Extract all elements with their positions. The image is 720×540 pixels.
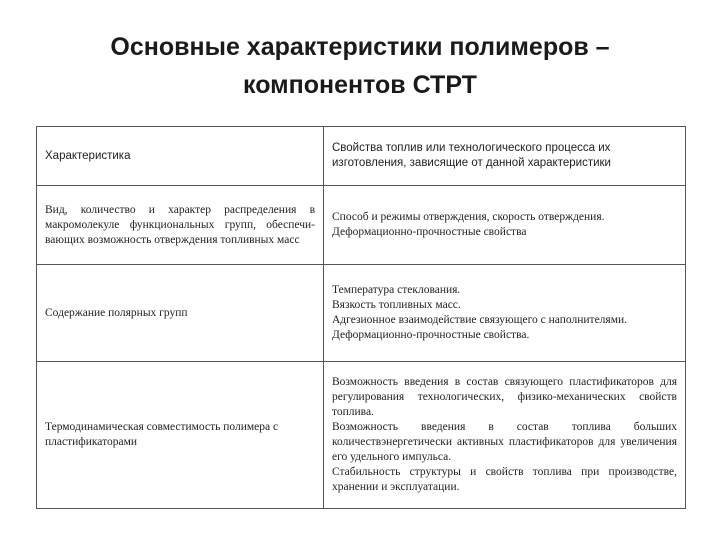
row-properties (324, 362, 686, 509)
property-item: Вязкость топливных масс. (332, 299, 461, 311)
properties-table (36, 126, 686, 509)
property-item: Способ и режимы отверждения, скорость отверждения. (332, 211, 605, 223)
property-item: Деформационно-прочностные свойства (332, 226, 527, 238)
row-characteristic: Вид, количество и характер распределения в макромолекуле функциональных групп, обеспечи-вающих возможность отверждения топливных масс (37, 186, 324, 265)
table-row (37, 265, 686, 362)
row-characteristic: Термодинамическая совместимость полимера с пластификаторами (37, 362, 324, 509)
slide-title (0, 28, 720, 104)
row-characteristic: Содержание полярных групп (37, 265, 324, 362)
row-properties (324, 265, 686, 362)
property-item: Адгезионное взаимодействие связующего с наполнителями. (332, 314, 628, 326)
table-header-row (37, 127, 686, 186)
slide-title-line-1: Основные характеристики полимеров – (110, 33, 610, 61)
row-properties (324, 186, 686, 265)
property-item: Стабильность структуры и свойств топлива при производстве, хранении и эксплуатации. (332, 466, 677, 493)
property-item: Деформационно-прочностные свойства. (332, 329, 530, 341)
header-properties: Свойства топлив или технологического процесса их изготовления, зависящие от данной характеристики (324, 127, 686, 186)
table-row (37, 362, 686, 509)
property-item: Возможность введения в состав топлива больших количествэнергетически активных пластификаторов для увеличения его удельного импульса. (332, 421, 677, 463)
property-item: Возможность введения в состав связующего пластификаторов для регулирования технологических, физико-механических свойств топлива. (332, 376, 677, 418)
property-item: Температура стеклования. (332, 284, 461, 296)
slide-title-line-2: компонентов СТРТ (243, 71, 477, 99)
header-characteristic: Характеристика (37, 127, 324, 186)
table-row (37, 186, 686, 265)
